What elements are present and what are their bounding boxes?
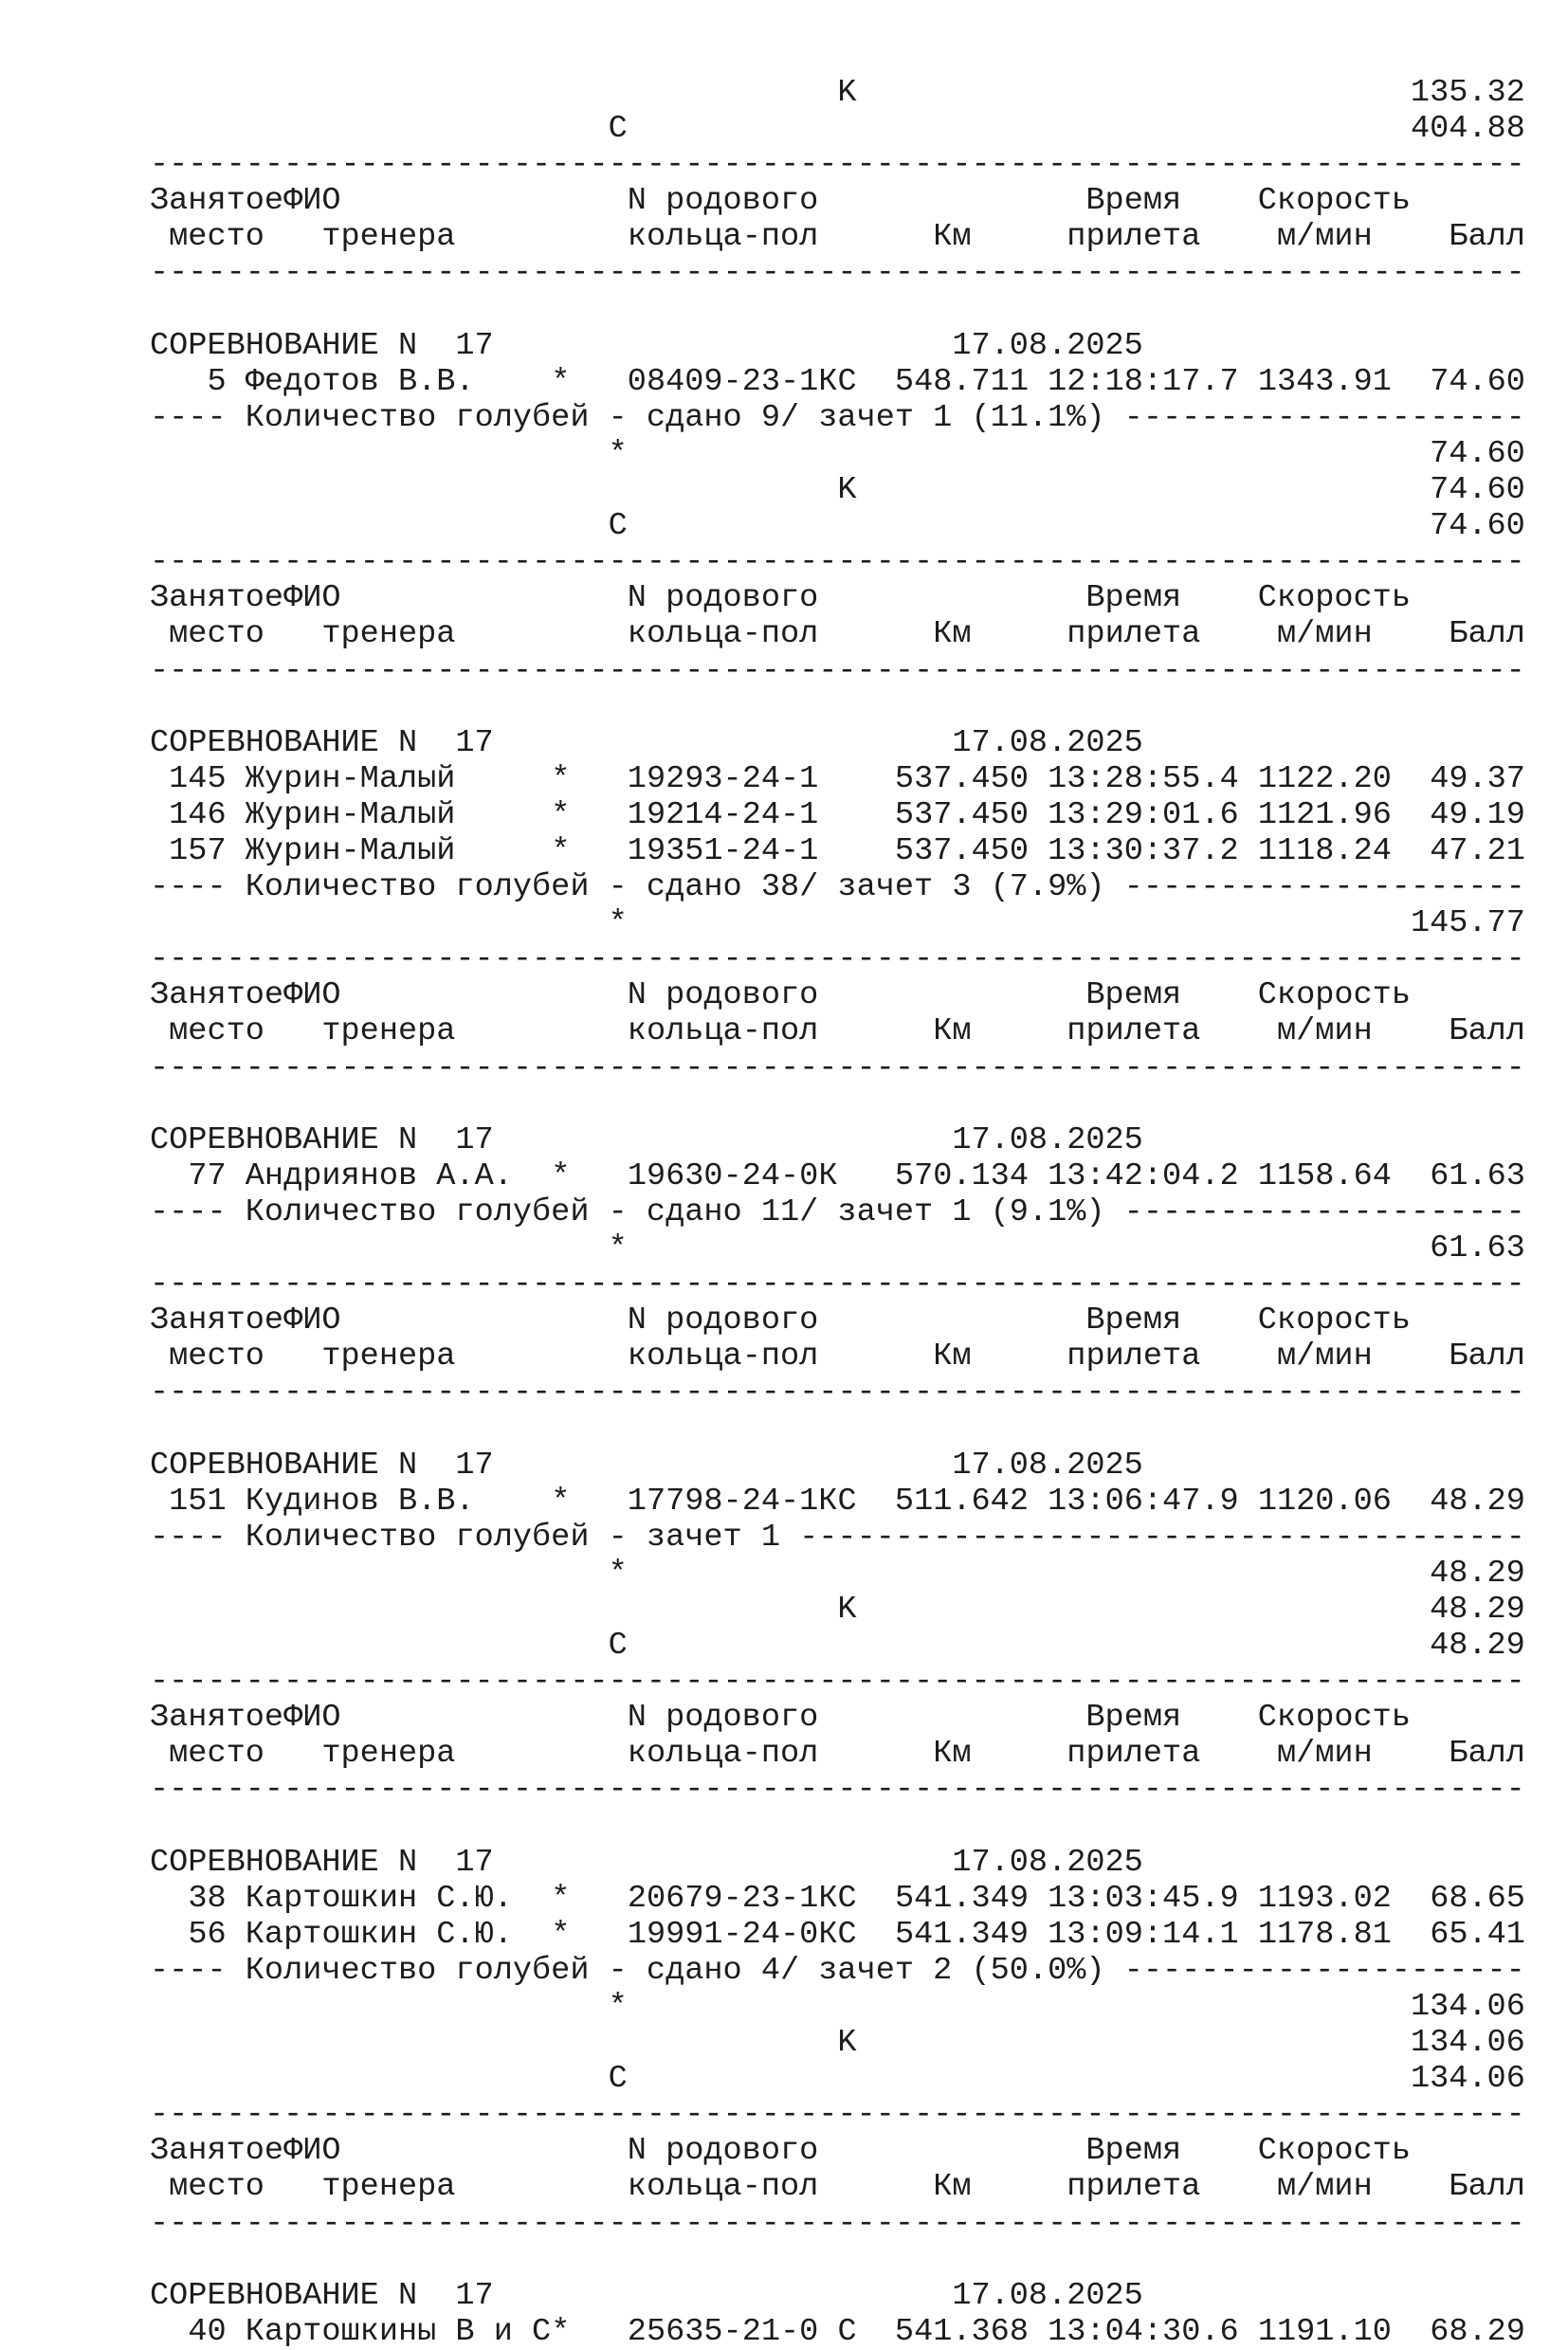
- competition-line: [150, 1448, 1525, 1484]
- speed: 1343.91: [1257, 363, 1392, 400]
- place: 40: [188, 2313, 227, 2350]
- header-ring: N родового: [627, 183, 819, 220]
- summary-line: ---- Количество голубей - сдано 9/ зачет 1 (11.1%) ---------------------: [150, 399, 1525, 436]
- summary-line: ---- Количество голубей - сдано 4/ зачет 2 (50.0%) ---------------------: [150, 1952, 1525, 1989]
- header-name-sub: тренера: [321, 2169, 456, 2206]
- total-value: 48.29: [1430, 1555, 1525, 1592]
- column-header-row-2: [150, 616, 1525, 652]
- place: 146: [169, 796, 227, 833]
- header-time: Время: [1085, 977, 1182, 1014]
- divider-line: ------------------------------------------------------------------------: [150, 1772, 1525, 1809]
- header-time-sub: прилета: [1067, 219, 1201, 256]
- speed: 1120.06: [1257, 1483, 1392, 1520]
- trainer-name: Кудинов В.В.: [245, 1483, 475, 1520]
- header-ring-sub: кольца-пол: [627, 2169, 819, 2206]
- spacer-line: [150, 2242, 1525, 2278]
- header-speed: Скорость: [1257, 1303, 1411, 1339]
- speed: 1178.81: [1257, 1916, 1392, 1953]
- trainer-name: Журин-Малый: [245, 760, 456, 797]
- header-ring-sub: кольца-пол: [627, 616, 819, 653]
- header-place-sub: место: [169, 1013, 264, 1050]
- total-marker: *: [608, 1230, 628, 1266]
- trainer-name: Картошкин С.Ю.: [245, 1916, 513, 1953]
- score: 68.29: [1430, 2313, 1525, 2350]
- trainer-name: Картошкины В и С: [245, 2313, 552, 2350]
- competition-date: 17.08.2025: [952, 1844, 1143, 1881]
- result-row: [150, 833, 1525, 869]
- header-place: Занятое: [150, 977, 284, 1014]
- total-marker: K: [837, 472, 857, 509]
- result-row: [150, 364, 1525, 400]
- summary-text: Количество голубей - сдано 9/ зачет 1 (11.1%): [245, 399, 1105, 436]
- competition-title: СОРЕВНОВАНИЕ N 17: [150, 1844, 494, 1881]
- total-value: 74.60: [1430, 435, 1525, 472]
- header-ring: N родового: [627, 977, 819, 1014]
- header-place-sub: место: [169, 1736, 264, 1773]
- competition-line: [150, 1845, 1525, 1881]
- column-header-row-2: [150, 1736, 1525, 1772]
- place: 151: [169, 1483, 227, 1520]
- header-speed: Скорость: [1257, 580, 1411, 617]
- total-marker: C: [608, 1628, 628, 1665]
- header-score-sub: Балл: [1449, 1013, 1525, 1050]
- summary-line: ---- Количество голубей - сдано 38/ зачет 3 (7.9%) ---------------------: [150, 869, 1525, 906]
- total-marker: K: [837, 2025, 857, 2062]
- place: 77: [188, 1157, 227, 1194]
- header-place-sub: место: [169, 2169, 264, 2206]
- header-ring-sub: кольца-пол: [627, 1339, 819, 1375]
- place: 145: [169, 760, 227, 797]
- distance-km: 570.134: [894, 1157, 1029, 1194]
- header-speed-sub: м/мин: [1276, 1339, 1373, 1375]
- competition-line: [150, 1122, 1525, 1158]
- header-time: Время: [1085, 1303, 1182, 1339]
- trainer-name: Андриянов А.А.: [245, 1157, 513, 1194]
- column-header-row-2: [150, 2169, 1525, 2205]
- column-header-row-1: [150, 1700, 1525, 1736]
- header-time-sub: прилета: [1067, 2169, 1201, 2206]
- divider-line: ------------------------------------------------------------------------: [150, 147, 1525, 184]
- competition-line: [150, 328, 1525, 364]
- star-marker: *: [551, 1880, 571, 1917]
- ring-number: 19293-24-1: [627, 760, 819, 797]
- speed: 1122.20: [1257, 760, 1392, 797]
- header-time: Время: [1085, 1700, 1182, 1737]
- header-km-sub: Км: [933, 1736, 972, 1773]
- header-speed: Скорость: [1257, 183, 1411, 220]
- divider-line: ------------------------------------------------------------------------: [150, 1375, 1525, 1412]
- competition-title: СОРЕВНОВАНИЕ N 17: [150, 1447, 494, 1484]
- divider-line: ------------------------------------------------------------------------: [150, 1266, 1525, 1303]
- header-ring-sub: кольца-пол: [627, 1013, 819, 1050]
- result-row: [150, 1881, 1525, 1917]
- header-time: Время: [1085, 2133, 1182, 2170]
- header-speed-sub: м/мин: [1276, 219, 1373, 256]
- total-value: 48.29: [1430, 1628, 1525, 1665]
- spacer-line: [150, 292, 1525, 328]
- header-place: Занятое: [150, 183, 284, 220]
- header-speed-sub: м/мин: [1276, 2169, 1373, 2206]
- header-score-sub: Балл: [1449, 616, 1525, 653]
- total-line: [150, 508, 1525, 544]
- header-name-sub: тренера: [321, 1013, 456, 1050]
- total-value: 134.06: [1410, 2025, 1525, 2062]
- summary-text: Количество голубей - зачет 1: [245, 1519, 780, 1556]
- column-header-row-2: [150, 1013, 1525, 1049]
- total-marker: *: [608, 435, 628, 472]
- trainer-name: Журин-Малый: [245, 796, 456, 833]
- column-header-row-1: [150, 1303, 1525, 1339]
- arrival-time: 13:06:47.9: [1048, 1483, 1239, 1520]
- results-report: [150, 75, 1525, 2350]
- header-time-sub: прилета: [1067, 1013, 1201, 1050]
- star-marker: *: [551, 832, 571, 869]
- header-time-sub: прилета: [1067, 1736, 1201, 1773]
- divider-line: ------------------------------------------------------------------------: [150, 2205, 1525, 2242]
- spacer-line: [150, 1809, 1525, 1845]
- competition-title: СОРЕВНОВАНИЕ N 17: [150, 1121, 494, 1158]
- header-ring: N родового: [627, 1303, 819, 1339]
- total-line: [150, 436, 1525, 472]
- speed: 1121.96: [1257, 796, 1392, 833]
- ring-number: 20679-23-1КС: [627, 1880, 857, 1917]
- divider-line: ------------------------------------------------------------------------: [150, 1049, 1525, 1086]
- star-marker: *: [551, 2313, 571, 2350]
- total-marker: C: [608, 2061, 628, 2098]
- header-score-sub: Балл: [1449, 1339, 1525, 1375]
- header-score-sub: Балл: [1449, 2169, 1525, 2206]
- header-ring: N родового: [627, 2133, 819, 2170]
- ring-number: 25635-21-0 С: [627, 2313, 857, 2350]
- result-row: [150, 1484, 1525, 1520]
- header-ring: N родового: [627, 1700, 819, 1737]
- spacer-line: [150, 689, 1525, 725]
- arrival-time: 13:30:37.2: [1048, 832, 1239, 869]
- trainer-name: Картошкин С.Ю.: [245, 1880, 513, 1917]
- header-speed-sub: м/мин: [1276, 616, 1373, 653]
- score: 65.41: [1430, 1916, 1525, 1953]
- header-km-sub: Км: [933, 219, 972, 256]
- total-marker: C: [608, 111, 628, 148]
- header-speed-sub: м/мин: [1276, 1736, 1373, 1773]
- total-line: [150, 75, 1525, 111]
- header-name-sub: тренера: [321, 1339, 456, 1375]
- score: 49.37: [1430, 760, 1525, 797]
- total-value: 74.60: [1430, 472, 1525, 509]
- arrival-time: 12:18:17.7: [1048, 363, 1239, 400]
- column-header-row-2: [150, 219, 1525, 255]
- header-name: ФИО: [283, 2133, 341, 2170]
- speed: 1191.10: [1257, 2313, 1392, 2350]
- total-line: [150, 1230, 1525, 1266]
- header-place: Занятое: [150, 1303, 284, 1339]
- star-marker: *: [551, 1916, 571, 1953]
- header-speed: Скорость: [1257, 2133, 1411, 2170]
- competition-title: СОРЕВНОВАНИЕ N 17: [150, 327, 494, 364]
- summary-text: Количество голубей - сдано 38/ зачет 3 (7.9%): [245, 869, 1105, 906]
- score: 47.21: [1430, 832, 1525, 869]
- header-km-sub: Км: [933, 616, 972, 653]
- place: 5: [207, 363, 227, 400]
- header-name-sub: тренера: [321, 1736, 456, 1773]
- star-marker: *: [551, 796, 571, 833]
- total-marker: *: [608, 1555, 628, 1592]
- divider-line: ------------------------------------------------------------------------: [150, 1664, 1525, 1701]
- header-name: ФИО: [283, 1303, 341, 1339]
- place: 38: [188, 1880, 227, 1917]
- header-name: ФИО: [283, 977, 341, 1014]
- ring-number: 08409-23-1КС: [627, 363, 857, 400]
- divider-line: ------------------------------------------------------------------------: [150, 2097, 1525, 2134]
- distance-km: 548.711: [894, 363, 1029, 400]
- result-row: [150, 797, 1525, 833]
- header-ring-sub: кольца-пол: [627, 219, 819, 256]
- total-line: [150, 1556, 1525, 1592]
- score: 48.29: [1430, 1483, 1525, 1520]
- ring-number: 19991-24-0КС: [627, 1916, 857, 1953]
- total-marker: K: [837, 1591, 857, 1628]
- divider-line: ------------------------------------------------------------------------: [150, 255, 1525, 292]
- header-km-sub: Км: [933, 2169, 972, 2206]
- header-speed: Скорость: [1257, 1700, 1411, 1737]
- header-name: ФИО: [283, 1700, 341, 1737]
- total-line: [150, 1628, 1525, 1664]
- header-time-sub: прилета: [1067, 1339, 1201, 1375]
- divider-line: ------------------------------------------------------------------------: [150, 941, 1525, 978]
- competition-line: [150, 725, 1525, 761]
- distance-km: 541.349: [894, 1916, 1029, 1953]
- distance-km: 541.368: [894, 2313, 1029, 2350]
- header-time: Время: [1085, 183, 1182, 220]
- total-value: 404.88: [1410, 111, 1525, 148]
- header-score-sub: Балл: [1449, 219, 1525, 256]
- total-value: 48.29: [1430, 1591, 1525, 1628]
- header-speed-sub: м/мин: [1276, 1013, 1373, 1050]
- total-marker: K: [837, 75, 857, 111]
- total-line: [150, 1989, 1525, 2025]
- header-name-sub: тренера: [321, 219, 456, 256]
- competition-title: СОРЕВНОВАНИЕ N 17: [150, 2277, 494, 2314]
- competition-date: 17.08.2025: [952, 327, 1143, 364]
- header-time: Время: [1085, 580, 1182, 617]
- distance-km: 537.450: [894, 832, 1029, 869]
- trainer-name: Журин-Малый: [245, 832, 456, 869]
- column-header-row-2: [150, 1339, 1525, 1375]
- distance-km: 511.642: [894, 1483, 1029, 1520]
- divider-line: ------------------------------------------------------------------------: [150, 652, 1525, 689]
- total-value: 61.63: [1430, 1230, 1525, 1266]
- header-place: Занятое: [150, 2133, 284, 2170]
- competition-date: 17.08.2025: [952, 1121, 1143, 1158]
- header-speed: Скорость: [1257, 977, 1411, 1014]
- total-line: [150, 2025, 1525, 2061]
- star-marker: *: [551, 760, 571, 797]
- total-line: [150, 111, 1525, 147]
- summary-line: ---- Количество голубей - зачет 1 --------------------------------------: [150, 1519, 1525, 1556]
- column-header-row-1: [150, 183, 1525, 219]
- distance-km: 537.450: [894, 760, 1029, 797]
- arrival-time: 13:03:45.9: [1048, 1880, 1239, 1917]
- header-km-sub: Км: [933, 1013, 972, 1050]
- competition-date: 17.08.2025: [952, 724, 1143, 761]
- header-name: ФИО: [283, 580, 341, 617]
- speed: 1158.64: [1257, 1157, 1392, 1194]
- total-value: 145.77: [1410, 905, 1525, 942]
- header-name-sub: тренера: [321, 616, 456, 653]
- distance-km: 537.450: [894, 796, 1029, 833]
- summary-text: Количество голубей - сдано 11/ зачет 1 (9.1%): [245, 1193, 1105, 1230]
- result-row: [150, 1917, 1525, 1953]
- column-header-row-1: [150, 580, 1525, 616]
- trainer-name: Федотов В.В.: [245, 363, 475, 400]
- ring-number: 17798-24-1КС: [627, 1483, 857, 1520]
- star-marker: *: [551, 1483, 571, 1520]
- summary-text: Количество голубей - сдано 4/ зачет 2 (50.0%): [245, 1952, 1105, 1989]
- competition-line: [150, 2278, 1525, 2314]
- total-value: 135.32: [1410, 75, 1525, 111]
- ring-number: 19214-24-1: [627, 796, 819, 833]
- total-line: [150, 472, 1525, 508]
- ring-number: 19351-24-1: [627, 832, 819, 869]
- competition-date: 17.08.2025: [952, 1447, 1143, 1484]
- divider-line: ------------------------------------------------------------------------: [150, 544, 1525, 581]
- header-place-sub: место: [169, 1339, 264, 1375]
- total-line: [150, 905, 1525, 941]
- total-marker: *: [608, 1988, 628, 2025]
- competition-date: 17.08.2025: [952, 2277, 1143, 2314]
- spacer-line: [150, 1086, 1525, 1122]
- star-marker: *: [551, 1157, 571, 1194]
- header-ring: N родового: [627, 580, 819, 617]
- result-row: [150, 2314, 1525, 2350]
- header-name: ФИО: [283, 183, 341, 220]
- header-place: Занятое: [150, 580, 284, 617]
- score: 74.60: [1430, 363, 1525, 400]
- spacer-line: [150, 1411, 1525, 1447]
- total-line: [150, 1592, 1525, 1628]
- speed: 1193.02: [1257, 1880, 1392, 1917]
- arrival-time: 13:04:30.6: [1048, 2313, 1239, 2350]
- arrival-time: 13:28:55.4: [1048, 760, 1239, 797]
- header-time-sub: прилета: [1067, 616, 1201, 653]
- distance-km: 541.349: [894, 1880, 1029, 1917]
- score: 49.19: [1430, 796, 1525, 833]
- header-place: Занятое: [150, 1700, 284, 1737]
- arrival-time: 13:29:01.6: [1048, 796, 1239, 833]
- header-ring-sub: кольца-пол: [627, 1736, 819, 1773]
- header-place-sub: место: [169, 616, 264, 653]
- place: 56: [188, 1916, 227, 1953]
- header-score-sub: Балл: [1449, 1736, 1525, 1773]
- result-row: [150, 761, 1525, 797]
- header-km-sub: Км: [933, 1339, 972, 1375]
- score: 61.63: [1430, 1157, 1525, 1194]
- result-row: [150, 1158, 1525, 1194]
- total-value: 134.06: [1410, 1988, 1525, 2025]
- total-marker: C: [608, 508, 628, 545]
- column-header-row-1: [150, 977, 1525, 1013]
- summary-line: ---- Количество голубей - сдано 11/ зачет 1 (9.1%) ---------------------: [150, 1193, 1525, 1230]
- star-marker: *: [551, 363, 571, 400]
- total-line: [150, 2061, 1525, 2097]
- arrival-time: 13:42:04.2: [1048, 1157, 1239, 1194]
- arrival-time: 13:09:14.1: [1048, 1916, 1239, 1953]
- column-header-row-1: [150, 2133, 1525, 2169]
- header-place-sub: место: [169, 219, 264, 256]
- total-marker: *: [608, 905, 628, 942]
- speed: 1118.24: [1257, 832, 1392, 869]
- ring-number: 19630-24-0К: [627, 1157, 838, 1194]
- total-value: 74.60: [1430, 508, 1525, 545]
- total-value: 134.06: [1410, 2061, 1525, 2098]
- competition-title: СОРЕВНОВАНИЕ N 17: [150, 724, 494, 761]
- score: 68.65: [1430, 1880, 1525, 1917]
- place: 157: [169, 832, 227, 869]
